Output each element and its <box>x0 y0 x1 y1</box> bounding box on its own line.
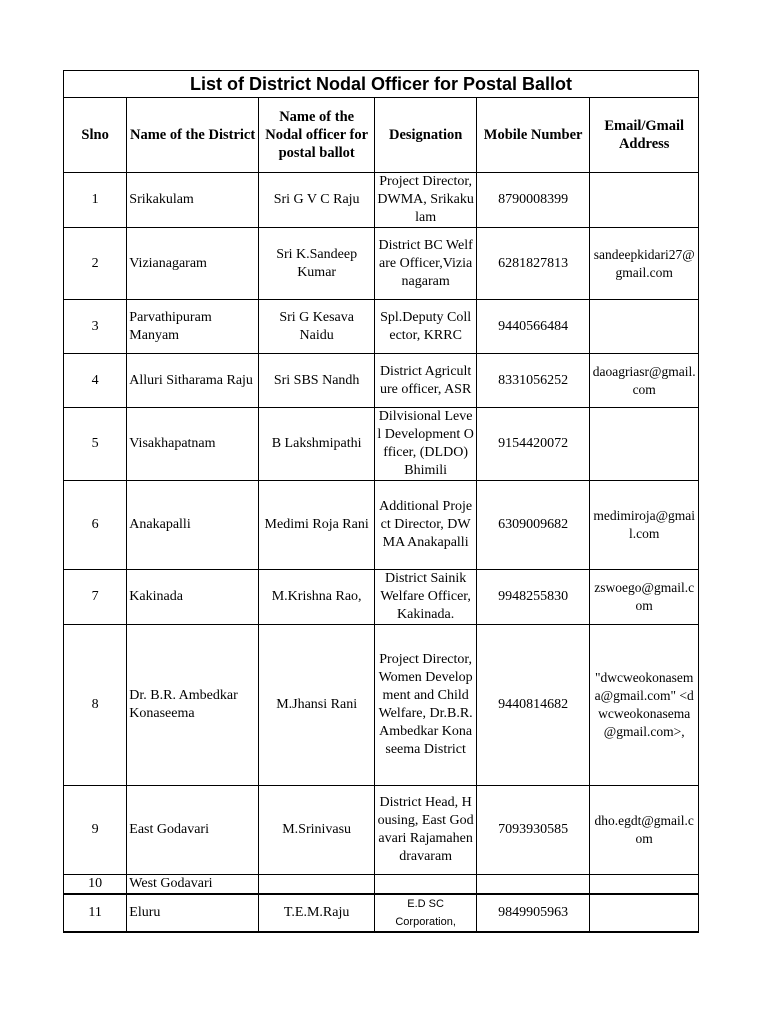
designation-cell: Project Director, DWMA, Srikakulam <box>375 173 476 228</box>
district-cell: Anakapalli <box>127 481 259 570</box>
email-cell: "dwcweokonasema@gmail.com" <dwcweokonasema@gmail.com>, <box>590 625 699 786</box>
designation-cell: Project Director, Women Development and Child Welfare, Dr.B.R.Ambedkar Konaseema District <box>375 625 476 786</box>
designation-cell: Spl.Deputy Collector, KRRC <box>375 300 476 354</box>
mobile-cell: 8790008399 <box>476 173 590 228</box>
email-cell: medimiroja@gmail.com <box>590 481 699 570</box>
mobile-cell: 8331056252 <box>476 354 590 408</box>
district-cell: Kakinada <box>127 570 259 625</box>
designation-cell: Additional Project Director, DWMA Anakapalli <box>375 481 476 570</box>
mobile-cell: 7093930585 <box>476 786 590 875</box>
email-cell <box>590 300 699 354</box>
mobile-cell: 9440814682 <box>476 625 590 786</box>
email-cell: dho.egdt@gmail.com <box>590 786 699 875</box>
header-slno: Slno <box>64 98 127 173</box>
slno-cell: 6 <box>64 481 127 570</box>
slno-cell: 4 <box>64 354 127 408</box>
slno-cell: 3 <box>64 300 127 354</box>
slno-cell: 8 <box>64 625 127 786</box>
officer-cell: Sri G V C Raju <box>258 173 375 228</box>
officer-cell: T.E.M.Raju <box>258 894 375 932</box>
slno-cell: 5 <box>64 408 127 481</box>
officer-cell: M.Jhansi Rani <box>258 625 375 786</box>
slno-cell: 11 <box>64 894 127 932</box>
email-cell: daoagriasr@gmail.com <box>590 354 699 408</box>
table-row <box>64 786 699 875</box>
email-cell <box>590 173 699 228</box>
nodal-officer-table <box>63 70 699 933</box>
officer-cell: Medimi Roja Rani <box>258 481 375 570</box>
slno-cell: 9 <box>64 786 127 875</box>
header-district: Name of the District <box>127 98 259 173</box>
table-row <box>64 228 699 300</box>
table-row <box>64 173 699 228</box>
district-cell: East Godavari <box>127 786 259 875</box>
email-cell <box>590 408 699 481</box>
district-cell: Dr. B.R. Ambedkar Konaseema <box>127 625 259 786</box>
table-row <box>64 875 699 895</box>
officer-cell: Sri SBS Nandh <box>258 354 375 408</box>
table-row <box>64 625 699 786</box>
table-row <box>64 300 699 354</box>
header-row <box>64 98 699 173</box>
mobile-cell: 9948255830 <box>476 570 590 625</box>
email-cell <box>590 894 699 932</box>
email-cell: sandeepkidari27@gmail.com <box>590 228 699 300</box>
designation-cell: District Head, Housing, East Godavari Rajamahendravaram <box>375 786 476 875</box>
officer-cell: B Lakshmipathi <box>258 408 375 481</box>
district-cell: Visakhapatnam <box>127 408 259 481</box>
table-row <box>64 354 699 408</box>
designation-cell: Dilvisional Level Development Officer, (DLDO) Bhimili <box>375 408 476 481</box>
mobile-cell: 6281827813 <box>476 228 590 300</box>
table-row <box>64 570 699 625</box>
header-email: Email/Gmail Address <box>590 98 699 173</box>
slno-cell: 2 <box>64 228 127 300</box>
table-row <box>64 894 699 932</box>
slno-cell: 1 <box>64 173 127 228</box>
district-cell: Eluru <box>127 894 259 932</box>
officer-cell: M.Krishna Rao, <box>258 570 375 625</box>
header-nodal-officer: Name of the Nodal officer for postal ballot <box>258 98 375 173</box>
designation-cell: E.D SC Corporation, <box>375 894 476 932</box>
slno-cell: 10 <box>64 875 127 895</box>
page-title: List of District Nodal Officer for Postal Ballot <box>64 71 699 98</box>
mobile-cell: 9440566484 <box>476 300 590 354</box>
mobile-cell: 9154420072 <box>476 408 590 481</box>
officer-cell: Sri G Kesava Naidu <box>258 300 375 354</box>
officer-cell: Sri K.Sandeep Kumar <box>258 228 375 300</box>
officer-cell: M.Srinivasu <box>258 786 375 875</box>
mobile-cell <box>476 875 590 895</box>
slno-cell: 7 <box>64 570 127 625</box>
email-cell <box>590 875 699 895</box>
header-mobile: Mobile Number <box>476 98 590 173</box>
district-cell: Parvathipuram Manyam <box>127 300 259 354</box>
district-cell: Alluri Sitharama Raju <box>127 354 259 408</box>
email-cell: zswoego@gmail.com <box>590 570 699 625</box>
mobile-cell: 6309009682 <box>476 481 590 570</box>
officer-cell <box>258 875 375 895</box>
designation-cell: District Agriculture officer, ASR <box>375 354 476 408</box>
district-cell: Srikakulam <box>127 173 259 228</box>
mobile-cell: 9849905963 <box>476 894 590 932</box>
nodal-officer-sheet <box>63 70 699 933</box>
designation-cell: District Sainik Welfare Officer, Kakinada. <box>375 570 476 625</box>
designation-cell: District BC Welfare Officer,Vizianagaram <box>375 228 476 300</box>
district-cell: West Godavari <box>127 875 259 895</box>
header-designation: Designation <box>375 98 476 173</box>
district-cell: Vizianagaram <box>127 228 259 300</box>
designation-cell <box>375 875 476 895</box>
title-row <box>64 71 699 98</box>
table-row <box>64 481 699 570</box>
table-row <box>64 408 699 481</box>
